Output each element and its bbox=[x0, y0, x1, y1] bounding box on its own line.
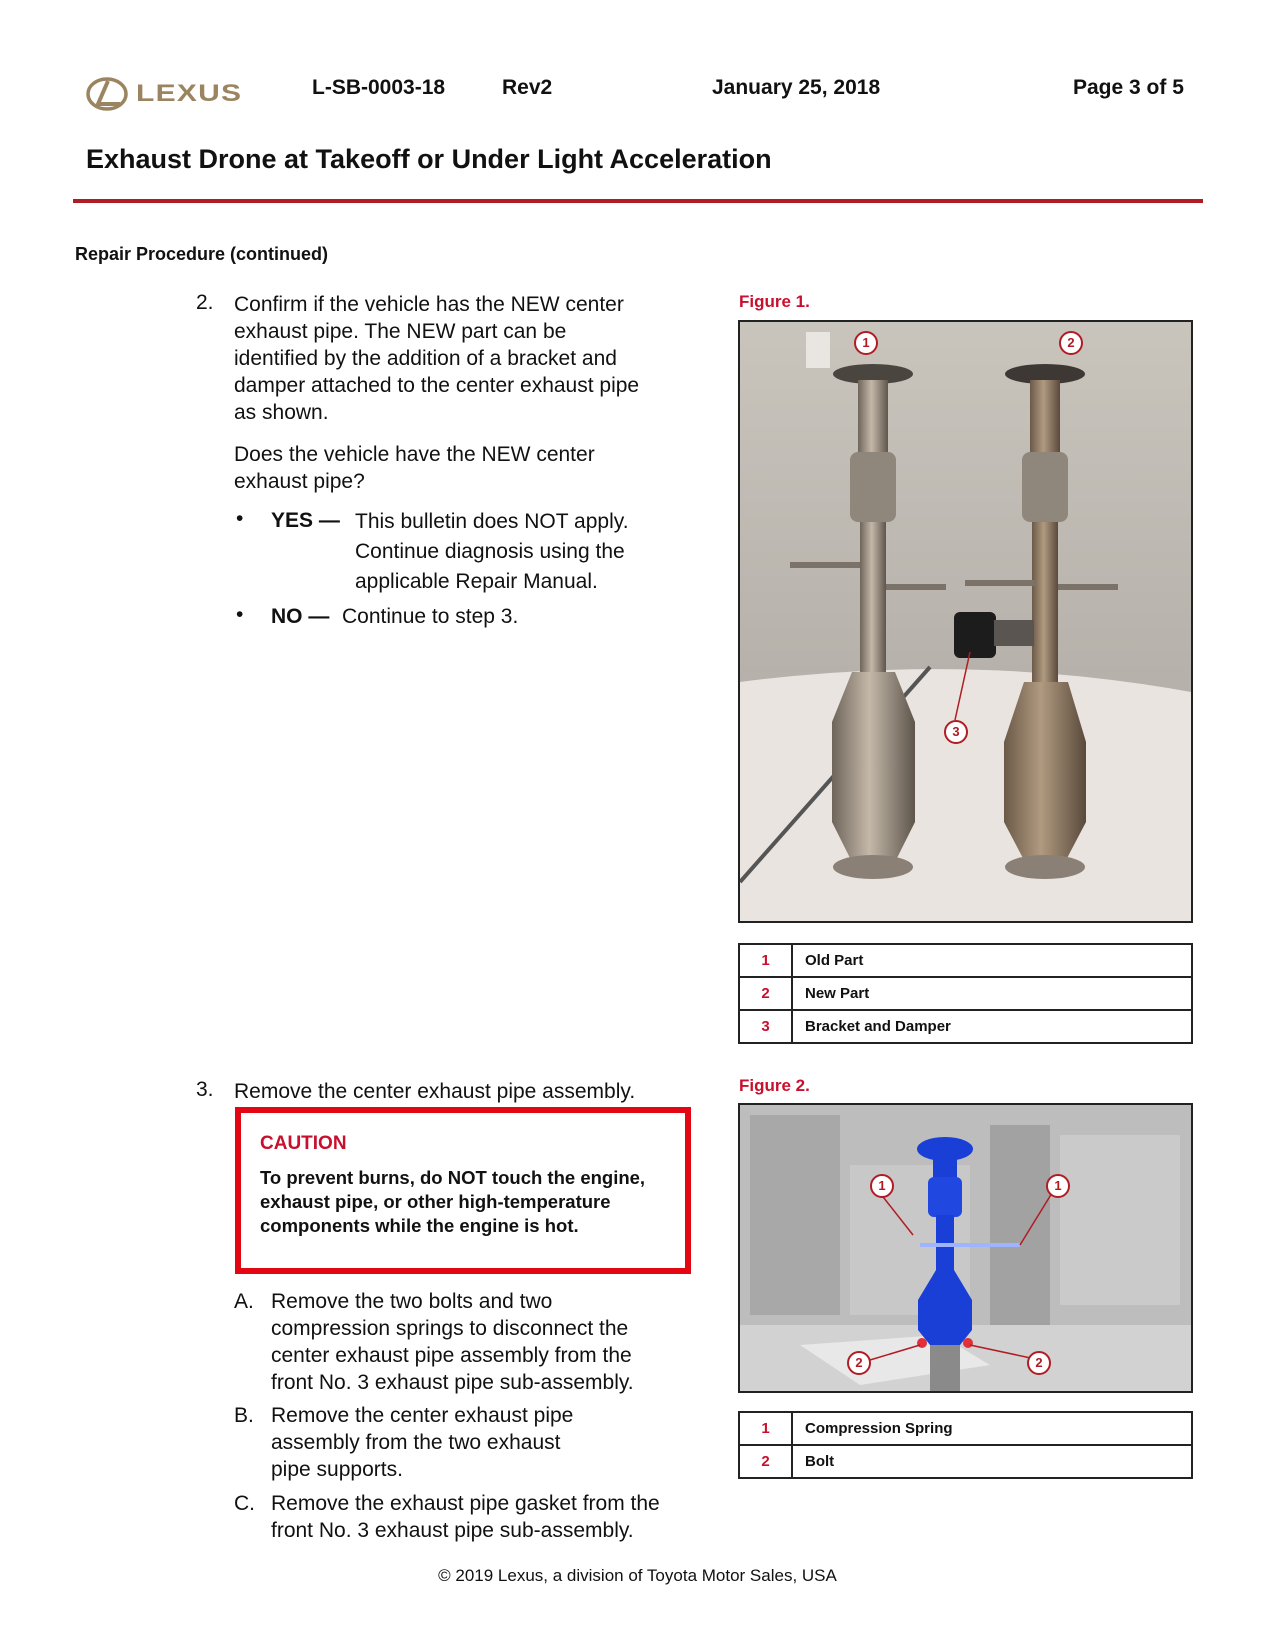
text-line: pipe supports. bbox=[271, 1458, 403, 1481]
text-line: compression springs to disconnect the bbox=[271, 1317, 629, 1340]
exhaust-pipes-photo-icon bbox=[740, 322, 1191, 921]
figure-2-legend bbox=[738, 1411, 1193, 1479]
text-line: exhaust pipe. The NEW part can be bbox=[234, 320, 567, 343]
caution-title: CAUTION bbox=[260, 1133, 347, 1154]
substep-letter: A. bbox=[234, 1290, 254, 1313]
substep-b-text bbox=[271, 1402, 573, 1483]
substep-letter: C. bbox=[234, 1492, 255, 1515]
bullet-icon: • bbox=[236, 603, 244, 626]
legend-label: New Part bbox=[792, 977, 1192, 1010]
copyright-footer: © 2019 Lexus, a division of Toyota Motor Sales, USA bbox=[438, 1566, 837, 1585]
callout-1: 1 bbox=[1046, 1174, 1070, 1198]
figure-1-photo bbox=[738, 320, 1193, 923]
callout-1: 1 bbox=[854, 331, 878, 355]
revision: Rev2 bbox=[502, 76, 553, 99]
text-line: Remove the two bolts and two bbox=[271, 1290, 553, 1313]
text-line: front No. 3 exhaust pipe sub-assembly. bbox=[271, 1519, 634, 1542]
legend-number: 2 bbox=[739, 1445, 792, 1478]
step-3-text: Remove the center exhaust pipe assembly. bbox=[234, 1080, 636, 1103]
bullet-icon: • bbox=[236, 507, 244, 530]
yes-label: YES — bbox=[271, 509, 340, 532]
legend-row bbox=[739, 1010, 1192, 1043]
legend-row bbox=[739, 977, 1192, 1010]
legend-row bbox=[739, 944, 1192, 977]
text-line: applicable Repair Manual. bbox=[355, 570, 598, 593]
figure-2-diagram bbox=[738, 1103, 1193, 1393]
step-2-text bbox=[234, 291, 704, 426]
text-line: as shown. bbox=[234, 401, 329, 424]
no-text: Continue to step 3. bbox=[342, 605, 519, 628]
brand-wordmark: LEXUS bbox=[136, 80, 243, 107]
legend-number: 1 bbox=[739, 944, 792, 977]
step-2-question bbox=[234, 441, 704, 495]
text-line: Remove the exhaust pipe gasket from the bbox=[271, 1492, 660, 1515]
text-line: Does the vehicle have the NEW center bbox=[234, 443, 595, 466]
callout-1: 1 bbox=[870, 1174, 894, 1198]
figure-2-label: Figure 2. bbox=[739, 1076, 810, 1095]
legend-number: 2 bbox=[739, 977, 792, 1010]
page-indicator: Page 3 of 5 bbox=[1073, 76, 1184, 99]
underbody-diagram-icon bbox=[740, 1105, 1191, 1391]
legend-number: 1 bbox=[739, 1412, 792, 1445]
callout-2: 2 bbox=[847, 1351, 871, 1375]
bulletin-date: January 25, 2018 bbox=[712, 76, 881, 99]
text-line: This bulletin does NOT apply. bbox=[355, 510, 629, 533]
step-number: 3. bbox=[196, 1078, 214, 1101]
callout-3: 3 bbox=[944, 720, 968, 744]
text-line: exhaust pipe? bbox=[234, 470, 365, 493]
page-title: Exhaust Drone at Takeoff or Under Light Acceleration bbox=[86, 144, 772, 174]
callout-2: 2 bbox=[1059, 331, 1083, 355]
legend-number: 3 bbox=[739, 1010, 792, 1043]
text-line: front No. 3 exhaust pipe sub-assembly. bbox=[271, 1371, 634, 1394]
figure-1-legend bbox=[738, 943, 1193, 1044]
legend-row bbox=[739, 1412, 1192, 1445]
text-line: identified by the addition of a bracket and bbox=[234, 347, 617, 370]
lexus-emblem-icon bbox=[86, 77, 128, 111]
step-number: 2. bbox=[196, 291, 214, 314]
text-line: damper attached to the center exhaust pipe bbox=[234, 374, 640, 397]
text-line: Remove the center exhaust pipe bbox=[271, 1404, 574, 1427]
bulletin-id: L-SB-0003-18 bbox=[312, 76, 446, 99]
no-label: NO — bbox=[271, 605, 330, 628]
header-divider bbox=[73, 199, 1203, 203]
text-line: assembly from the two exhaust bbox=[271, 1431, 561, 1454]
legend-label: Bolt bbox=[792, 1445, 1192, 1478]
substep-c-text bbox=[271, 1490, 660, 1544]
caution-box bbox=[235, 1107, 691, 1274]
callout-2: 2 bbox=[1027, 1351, 1051, 1375]
text-line: Continue diagnosis using the bbox=[355, 540, 625, 563]
text-line: center exhaust pipe assembly from the bbox=[271, 1344, 632, 1367]
legend-label: Old Part bbox=[792, 944, 1192, 977]
substep-letter: B. bbox=[234, 1404, 254, 1427]
legend-row bbox=[739, 1445, 1192, 1478]
legend-label: Compression Spring bbox=[792, 1412, 1192, 1445]
text-line: Confirm if the vehicle has the NEW center bbox=[234, 293, 624, 316]
yes-text bbox=[355, 507, 629, 597]
legend-label: Bracket and Damper bbox=[792, 1010, 1192, 1043]
section-heading: Repair Procedure (continued) bbox=[75, 244, 329, 264]
figure-1-label: Figure 1. bbox=[739, 292, 810, 311]
substep-a-text bbox=[271, 1288, 634, 1396]
caution-text: To prevent burns, do NOT touch the engine, exhaust pipe, or other high-temperature components while the engine is hot. bbox=[260, 1167, 646, 1236]
lexus-logo bbox=[86, 74, 266, 114]
